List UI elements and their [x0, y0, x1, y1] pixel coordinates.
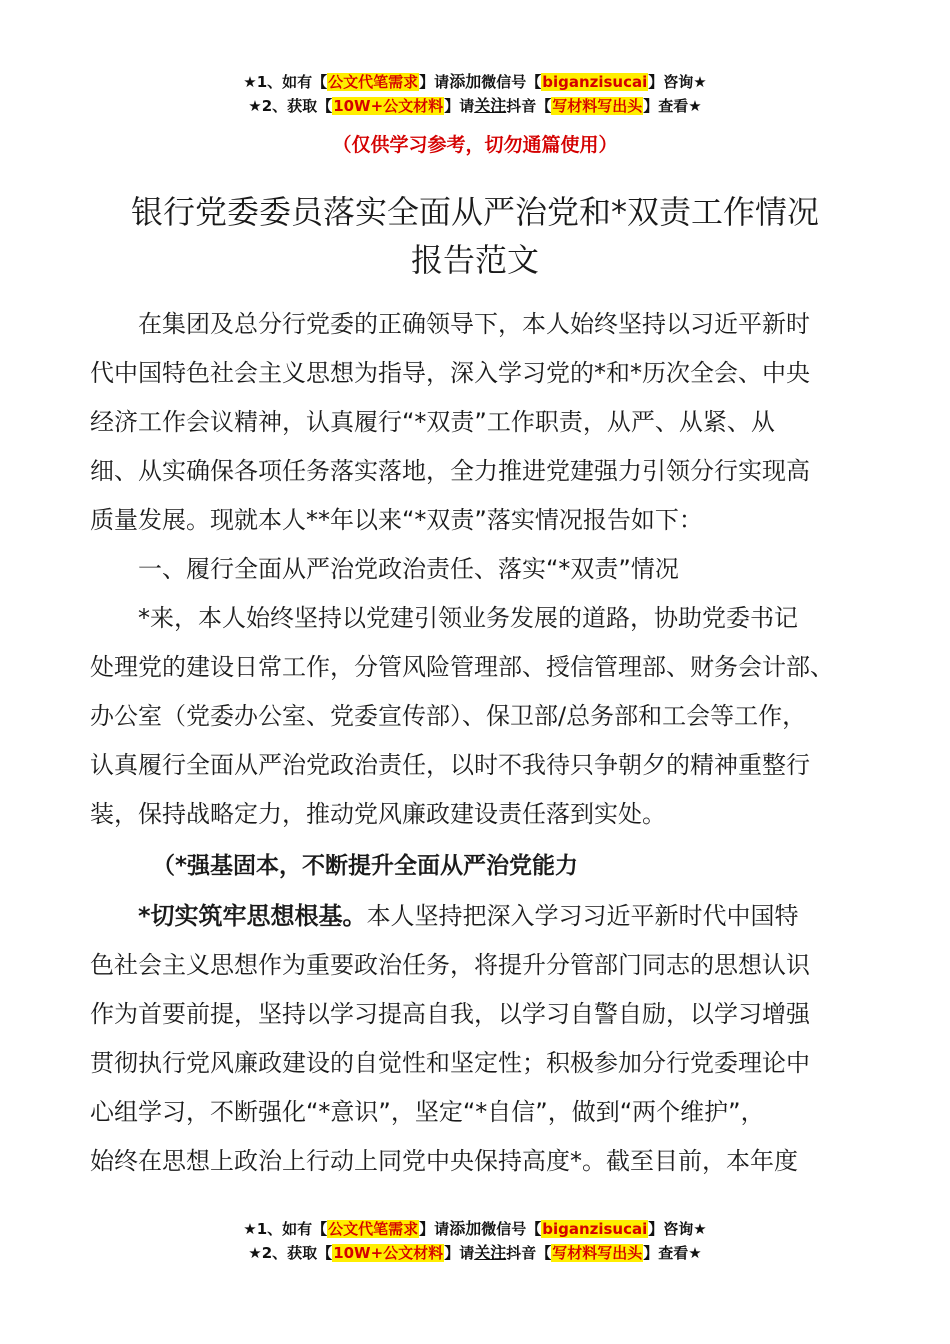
paragraph-line: 质量发展。现就本人**年以来“*双责”落实情况报告如下： [90, 506, 703, 534]
banner-douyin-id: 写材料写出头 [552, 97, 643, 115]
banner-text: 抖音【 [506, 1244, 552, 1262]
banner-text-emphasis: 添加 [449, 1219, 482, 1238]
banner-highlight: 公文代笔需求 [328, 73, 419, 91]
paragraph-line: 作为首要前提，坚持以学习提高自我，以学习自警自励，以学习增强 [90, 1000, 810, 1028]
section-heading: 一、履行全面从严治党政治责任、落实“*双责”情况 [138, 555, 679, 583]
subsection-heading: （*强基固本，不断提升全面从严治党能力 [152, 853, 579, 879]
paragraph-line: 细、从实确保各项任务落实落地，全力推进党建强力引领分行实现高 [90, 457, 810, 485]
paragraph-line: 心组学习，不断强化“*意识”，坚定“*自信”，做到“两个维护”， [90, 1098, 765, 1126]
banner-highlight: 公文代笔需求 [328, 1220, 419, 1238]
banner-text: ★1、如有【 [243, 1220, 328, 1238]
paragraph-line [138, 900, 880, 932]
banner-text-emphasis: 关注 [474, 96, 507, 115]
banner-douyin-id: 写材料写出头 [552, 1244, 643, 1262]
document-title [60, 188, 890, 284]
banner-text-emphasis: 关注 [474, 1243, 507, 1262]
banner-line-2 [0, 94, 950, 118]
banner-text: ★2、获取【 [248, 1244, 333, 1262]
banner-text: 】请 [419, 73, 450, 91]
point-heading: *切实筑牢思想根基。 [138, 902, 367, 930]
paragraph-text: 本人坚持把深入学习习近平新时代中国特 [366, 902, 799, 930]
banner-text: ★1、如有【 [243, 73, 328, 91]
banner-wechat-id: biganzisucai [542, 73, 648, 91]
banner-text-emphasis: 添加 [449, 72, 482, 91]
banner-line-1 [0, 70, 950, 94]
banner-line-1 [0, 1217, 950, 1241]
paragraph-line: 始终在思想上政治上行动上同党中央保持高度*。截至目前，本年度 [90, 1147, 798, 1175]
title-line-1: 银行党委委员落实全面从严治党和*双责工作情况 [130, 193, 819, 231]
paragraph-line: 处理党的建设日常工作，分管风险管理部、授信管理部、财务会计部、 [90, 653, 834, 681]
usage-notice: （仅供学习参考，切勿通篇使用） [332, 134, 618, 156]
banner-text: 微信号【 [481, 1220, 542, 1238]
paragraph-line: 贯彻执行党风廉政建设的自觉性和坚定性；积极参加分行党委理论中 [90, 1049, 810, 1077]
banner-text: 微信号【 [481, 73, 542, 91]
banner-wechat-id: biganzisucai [542, 1220, 648, 1238]
banner-text: 】请 [444, 97, 475, 115]
paragraph-line: 办公室（党委办公室、党委宣传部）、保卫部/总务部和工会等工作， [90, 702, 807, 730]
banner-text: 】请 [444, 1244, 475, 1262]
title-line-2: 报告范文 [410, 241, 539, 279]
paragraph-line: 代中国特色社会主义思想为指导，深入学习党的*和*历次全会、中央 [90, 359, 810, 387]
paragraph-line: 色社会主义思想作为重要政治任务，将提升分管部门同志的思想认识 [90, 951, 810, 979]
banner-text: 】请 [419, 1220, 450, 1238]
paragraph-line: 在集团及总分行党委的正确领导下，本人始终坚持以习近平新时 [138, 310, 810, 338]
banner-text: ★2、获取【 [248, 97, 333, 115]
paragraph-line: 装，保持战略定力，推动党风廉政建设责任落到实处。 [90, 800, 666, 828]
paragraph-line: 经济工作会议精神，认真履行“*双责”工作职责，从严、从紧、从 [90, 408, 775, 436]
bottom-banner [0, 1217, 950, 1265]
banner-text: 】咨询★ [648, 1220, 707, 1238]
banner-text: 】查看★ [643, 1244, 702, 1262]
banner-text: 】查看★ [643, 97, 702, 115]
banner-highlight: 10W+公文材料 [333, 1244, 444, 1262]
top-banner [0, 70, 950, 118]
paragraph-line: 认真履行全面从严治党政治责任，以时不我待只争朝夕的精神重整行 [90, 751, 810, 779]
banner-text: 】咨询★ [648, 73, 707, 91]
banner-line-2 [0, 1241, 950, 1265]
banner-highlight: 10W+公文材料 [333, 97, 444, 115]
paragraph-line: *来，本人始终坚持以党建引领业务发展的道路，协助党委书记 [138, 604, 798, 632]
banner-text: 抖音【 [506, 97, 552, 115]
